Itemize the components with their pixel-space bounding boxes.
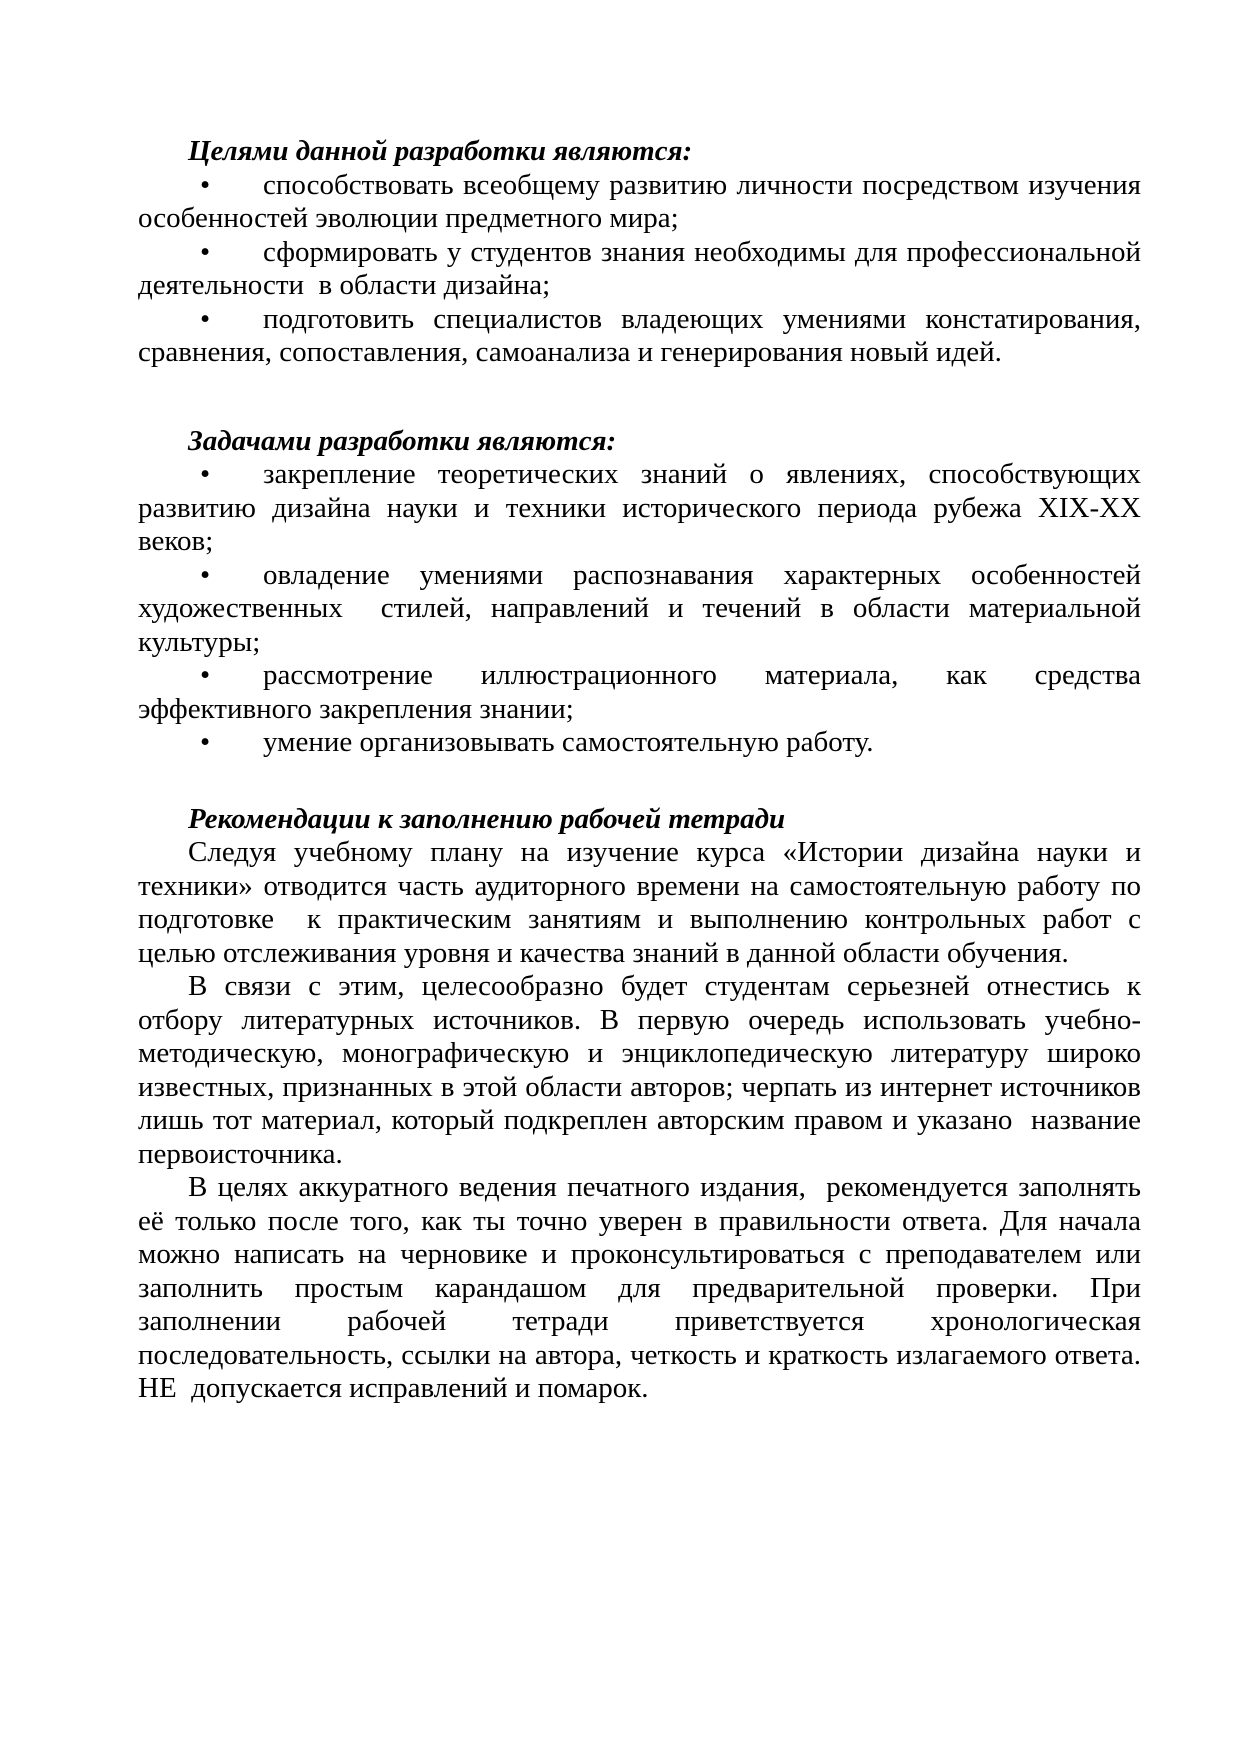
list-item [138,458,1149,559]
list-item-text: умение организовывать самостоятельную работу. [263,726,874,758]
list-item [138,235,1149,303]
section-heading-tasks: Задачами разработки являются: [188,424,617,457]
paragraph: Следуя учебному плану на изучение курса «Истории дизайна науки и техники» отводится часть аудиторного времени на самостоятельную работу по подготовке к практическим занятиям и выполнению контрольных работ с целью отслеживания уровня и качества знаний в данной области обучения. [138,836,1149,969]
document-page [138,135,1149,1406]
list-item-text: сформировать у студентов знания необходимы для профессиональной деятельности в области дизайна; [138,235,1149,301]
bullet-icon: • [200,458,211,490]
list-item-text: рассмотрение иллюстрационного материала, как средства эффективного закрепления знании; [138,659,1149,725]
list-item [138,659,1149,726]
list-item-text: овладение умениями распознавания характерных особенностей художественных стилей, направлений и течений в области материальной культуры; [138,558,1149,658]
paragraph: В связи с этим, целесообразно будет студентам серьезней отнестись к отбору литературных источников. В первую очередь использовать учебно-методическую, монографическую и энциклопедическую литературу широко известных, признанных в этой области авторов; черпать из интернет источников лишь тот материал, который подкреплен авторским правом и указано название первоисточника. [138,970,1149,1170]
list-item-text: способствовать всеобщему развитию личности посредством изучения особенностей эволюции предметного мира; [138,168,1149,234]
bullet-icon: • [200,726,211,758]
list-item-text: закрепление теоретических знаний о явлениях, способствующих развитию дизайна науки и техники исторического периода рубежа XIX-XX веков; [138,458,1149,557]
list-item [138,302,1149,370]
bullet-icon: • [200,168,211,201]
list-item-text: подготовить специалистов владеющих умениями констатирования, сравнения, сопоставления, самоанализа и генерирования новый идей. [138,302,1149,368]
section-heading-goals: Целями данной разработки являются: [188,135,693,167]
bullet-icon: • [200,235,211,268]
list-item [138,726,1141,760]
list-item [138,558,1149,660]
section-heading-recommendations: Рекомендации к заполнению рабочей тетради [188,802,786,835]
bullet-icon: • [200,558,211,591]
list-item [138,168,1149,236]
bullet-icon: • [200,302,211,335]
paragraph: В целях аккуратного ведения печатного издания, рекомендуется заполнять её только после того, как ты точно уверен в правильности ответа. Для начала можно написать на черновике и проконсультироваться с преподавателем или заполнить простым карандашом для предварительной проверки. При заполнении рабочей тетради приветствуется хронологическая последовательность, ссылки на автора, четкость и краткость излагаемого ответа. НЕ допускается исправлений и помарок. [138,1171,1149,1404]
bullet-icon: • [200,659,211,691]
